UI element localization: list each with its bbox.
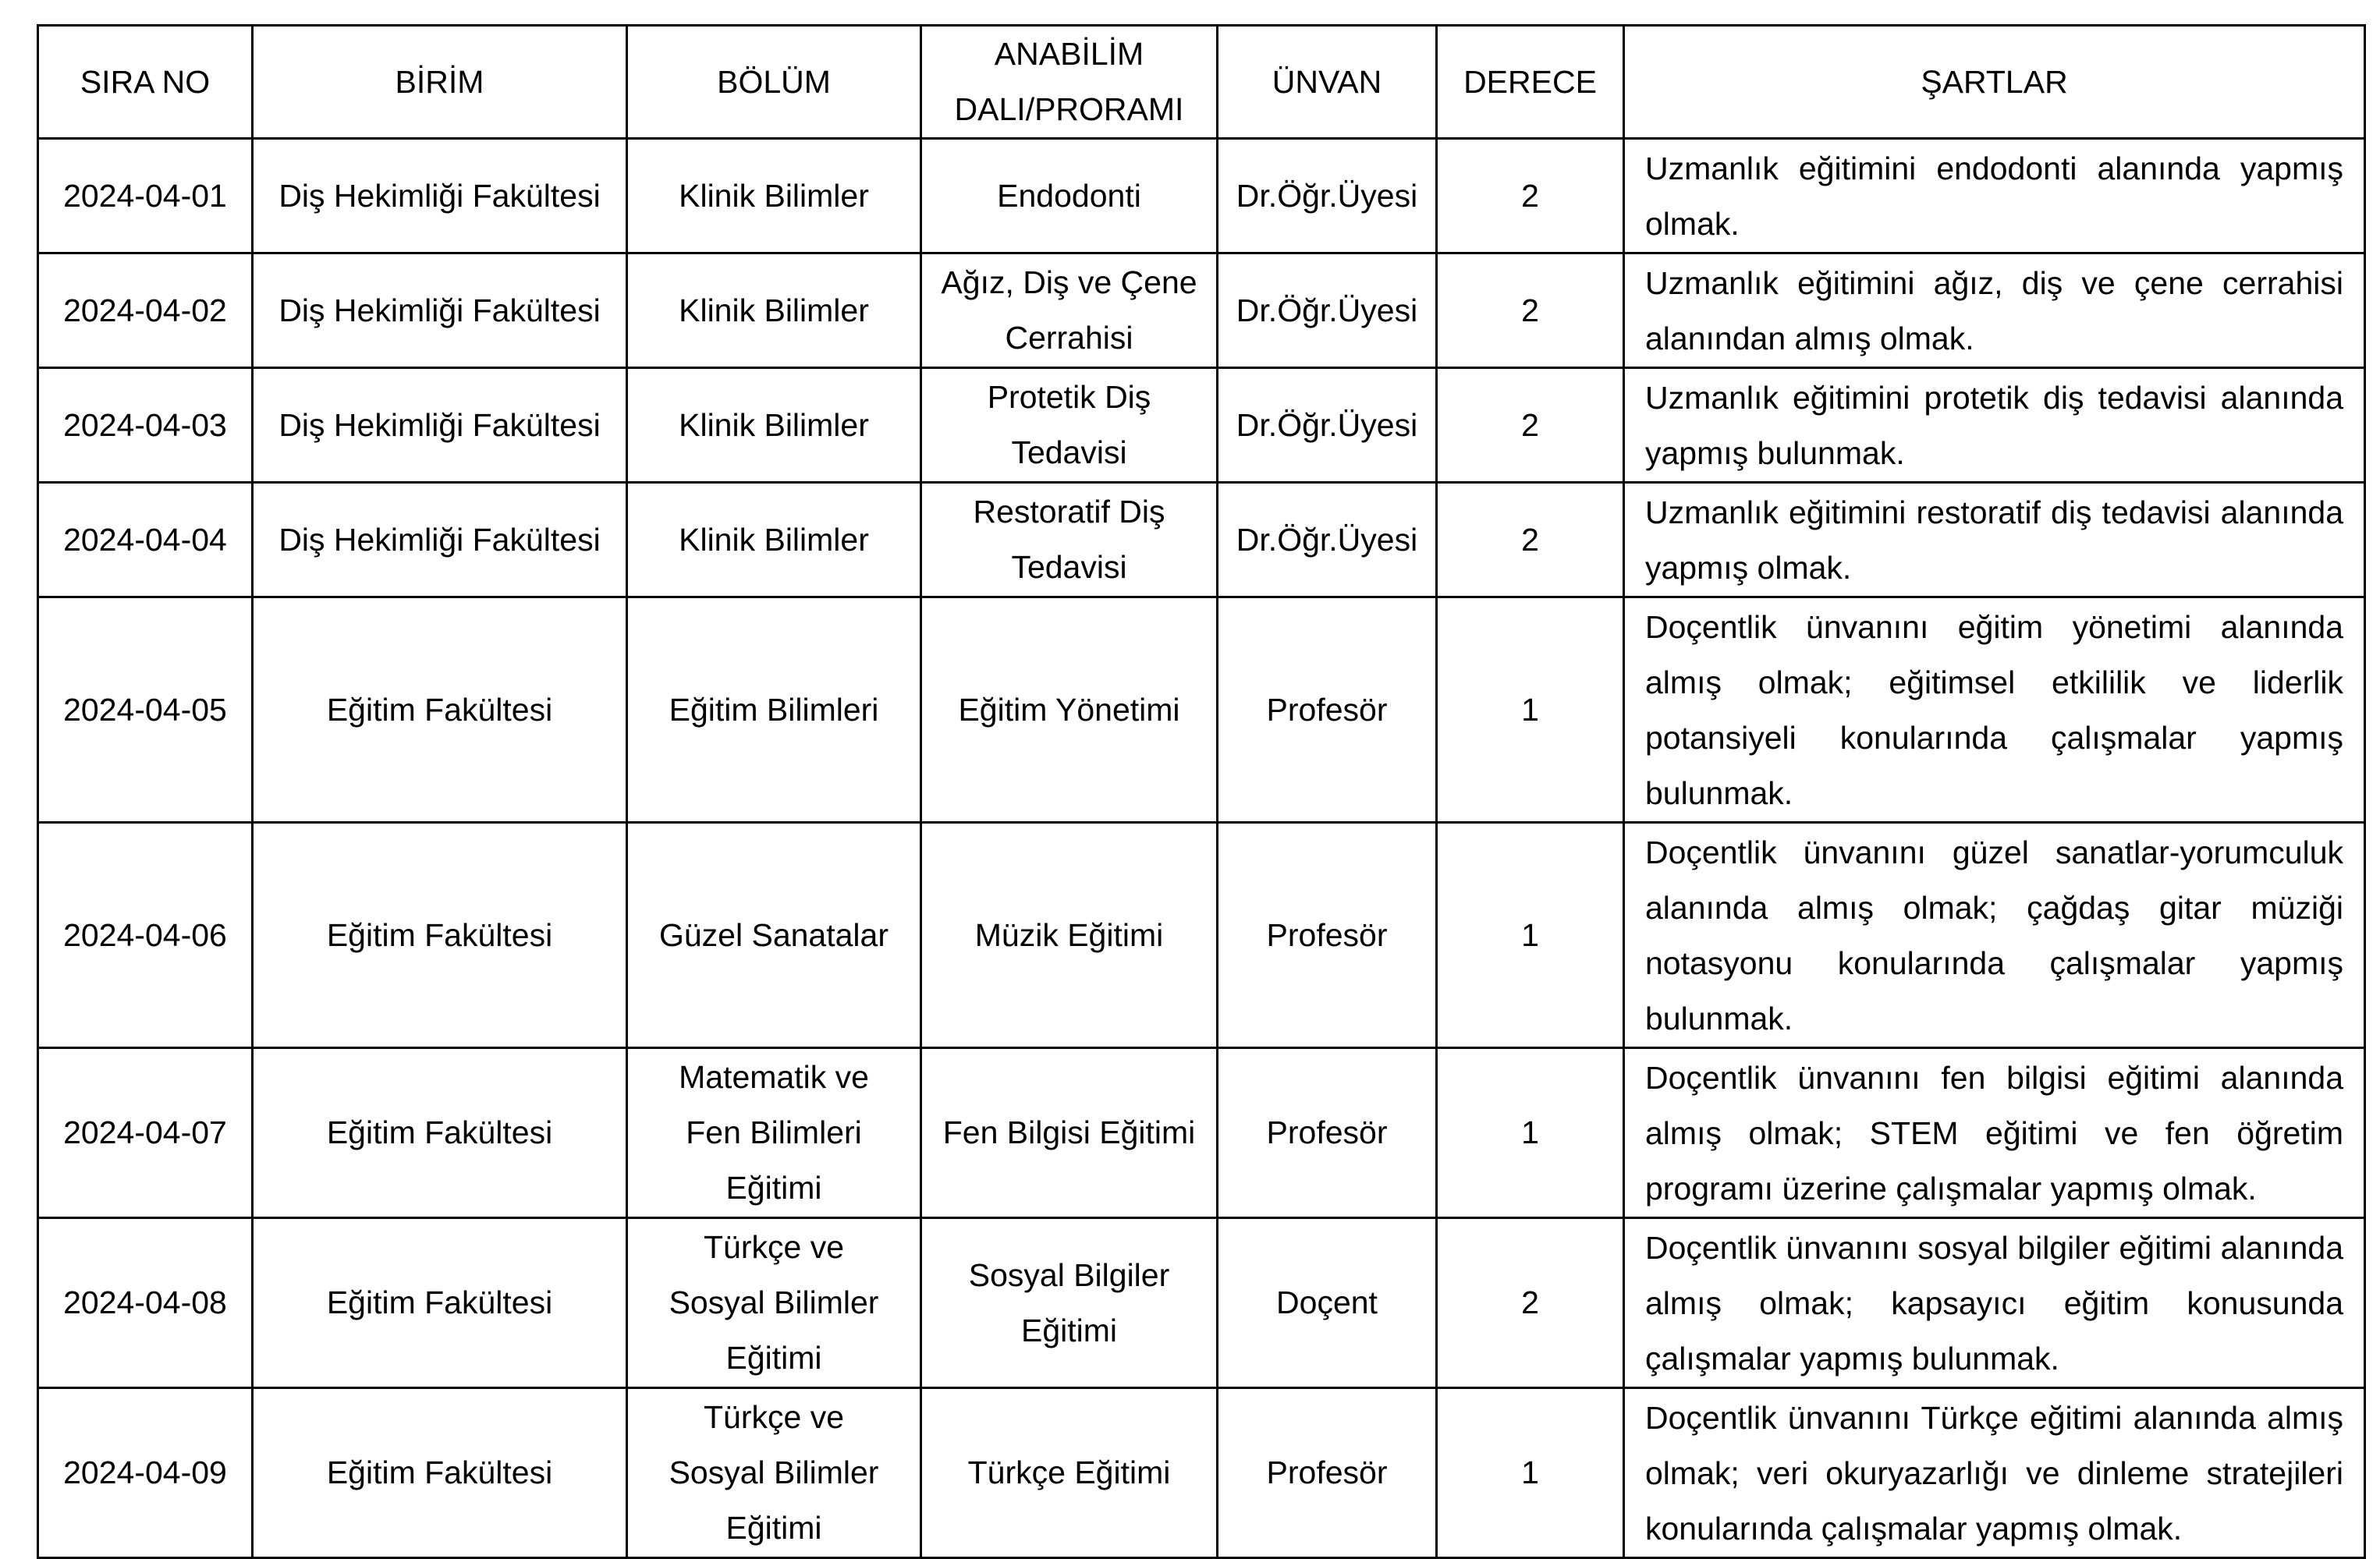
header-derece: DERECE	[1437, 26, 1624, 139]
cell-sira-no: 2024-04-04	[38, 483, 253, 597]
positions-table	[37, 24, 2366, 1559]
cell-anabilim: Endodonti	[921, 139, 1218, 253]
cell-anabilim: Müzik Eğitimi	[921, 823, 1218, 1048]
cell-anabilim: Restoratif Diş Tedavisi	[921, 483, 1218, 597]
cell-birim: Eğitim Fakültesi	[253, 1048, 627, 1218]
cell-anabilim: Sosyal Bilgiler Eğitimi	[921, 1218, 1218, 1388]
cell-derece: 2	[1437, 483, 1624, 597]
header-row	[38, 26, 2365, 139]
cell-derece: 2	[1437, 1218, 1624, 1388]
header-birim: BİRİM	[253, 26, 627, 139]
cell-sira-no: 2024-04-09	[38, 1388, 253, 1558]
cell-bolum: Klinik Bilimler	[627, 483, 921, 597]
header-anabilim: ANABİLİM DALI/PRORAMI	[921, 26, 1218, 139]
cell-birim: Diş Hekimliği Fakültesi	[253, 483, 627, 597]
cell-unvan: Dr.Öğr.Üyesi	[1218, 139, 1437, 253]
cell-birim: Eğitim Fakültesi	[253, 1388, 627, 1558]
cell-bolum: Eğitim Bilimleri	[627, 597, 921, 823]
cell-anabilim: Fen Bilgisi Eğitimi	[921, 1048, 1218, 1218]
cell-derece: 2	[1437, 139, 1624, 253]
cell-birim: Eğitim Fakültesi	[253, 597, 627, 823]
header-unvan: ÜNVAN	[1218, 26, 1437, 139]
cell-derece: 2	[1437, 368, 1624, 483]
cell-bolum: Klinik Bilimler	[627, 368, 921, 483]
cell-birim: Eğitim Fakültesi	[253, 823, 627, 1048]
cell-bolum: Güzel Sanatalar	[627, 823, 921, 1048]
header-sartlar: ŞARTLAR	[1624, 26, 2365, 139]
table-row	[38, 1388, 2365, 1558]
cell-unvan: Profesör	[1218, 1048, 1437, 1218]
cell-anabilim: Protetik Diş Tedavisi	[921, 368, 1218, 483]
cell-sira-no: 2024-04-01	[38, 139, 253, 253]
cell-bolum: Klinik Bilimler	[627, 139, 921, 253]
cell-unvan: Dr.Öğr.Üyesi	[1218, 368, 1437, 483]
cell-bolum: Matematik ve Fen Bilimleri Eğitimi	[627, 1048, 921, 1218]
cell-sartlar: Doçentlik ünvanını Türkçe eğitimi alanında almış olmak; veri okuryazarlığı ve dinleme stratejileri konularında çalışmalar yapmış olmak.	[1624, 1388, 2365, 1558]
cell-sira-no: 2024-04-05	[38, 597, 253, 823]
cell-derece: 1	[1437, 597, 1624, 823]
cell-sartlar: Uzmanlık eğitimini restoratif diş tedavisi alanında yapmış olmak.	[1624, 483, 2365, 597]
cell-sira-no: 2024-04-06	[38, 823, 253, 1048]
cell-sira-no: 2024-04-02	[38, 253, 253, 368]
cell-sartlar: Doçentlik ünvanını sosyal bilgiler eğitimi alanında almış olmak; kapsayıcı eğitim konusunda çalışmalar yapmış bulunmak.	[1624, 1218, 2365, 1388]
cell-derece: 1	[1437, 823, 1624, 1048]
cell-sira-no: 2024-04-03	[38, 368, 253, 483]
table-row	[38, 1218, 2365, 1388]
table-row	[38, 597, 2365, 823]
cell-sartlar: Uzmanlık eğitimini endodonti alanında yapmış olmak.	[1624, 139, 2365, 253]
cell-derece: 1	[1437, 1388, 1624, 1558]
cell-sartlar: Uzmanlık eğitimini protetik diş tedavisi alanında yapmış bulunmak.	[1624, 368, 2365, 483]
cell-anabilim: Türkçe Eğitimi	[921, 1388, 1218, 1558]
cell-birim: Eğitim Fakültesi	[253, 1218, 627, 1388]
cell-unvan: Doçent	[1218, 1218, 1437, 1388]
cell-bolum: Türkçe ve Sosyal Bilimler Eğitimi	[627, 1218, 921, 1388]
header-bolum: BÖLÜM	[627, 26, 921, 139]
cell-bolum: Klinik Bilimler	[627, 253, 921, 368]
table-row	[38, 139, 2365, 253]
cell-anabilim: Eğitim Yönetimi	[921, 597, 1218, 823]
cell-sartlar: Doçentlik ünvanını eğitim yönetimi alanında almış olmak; eğitimsel etkililik ve liderlik potansiyeli konularında çalışmalar yapmış bulunmak.	[1624, 597, 2365, 823]
table-row	[38, 483, 2365, 597]
table-row	[38, 823, 2365, 1048]
table-row	[38, 253, 2365, 368]
cell-sartlar: Uzmanlık eğitimini ağız, diş ve çene cerrahisi alanından almış olmak.	[1624, 253, 2365, 368]
cell-anabilim: Ağız, Diş ve Çene Cerrahisi	[921, 253, 1218, 368]
cell-sira-no: 2024-04-07	[38, 1048, 253, 1218]
cell-unvan: Dr.Öğr.Üyesi	[1218, 483, 1437, 597]
cell-sartlar: Doçentlik ünvanını fen bilgisi eğitimi alanında almış olmak; STEM eğitimi ve fen öğretim programı üzerine çalışmalar yapmış olmak.	[1624, 1048, 2365, 1218]
table-row	[38, 1048, 2365, 1218]
cell-birim: Diş Hekimliği Fakültesi	[253, 139, 627, 253]
cell-bolum: Türkçe ve Sosyal Bilimler Eğitimi	[627, 1388, 921, 1558]
cell-unvan: Profesör	[1218, 1388, 1437, 1558]
cell-sira-no: 2024-04-08	[38, 1218, 253, 1388]
cell-unvan: Dr.Öğr.Üyesi	[1218, 253, 1437, 368]
cell-derece: 2	[1437, 253, 1624, 368]
cell-unvan: Profesör	[1218, 823, 1437, 1048]
cell-unvan: Profesör	[1218, 597, 1437, 823]
header-sira-no: SIRA NO	[38, 26, 253, 139]
table-row	[38, 368, 2365, 483]
cell-sartlar: Doçentlik ünvanını güzel sanatlar-yorumculuk alanında almış olmak; çağdaş gitar müziği notasyonu konularında çalışmalar yapmış bulunmak.	[1624, 823, 2365, 1048]
cell-birim: Diş Hekimliği Fakültesi	[253, 368, 627, 483]
cell-derece: 1	[1437, 1048, 1624, 1218]
cell-birim: Diş Hekimliği Fakültesi	[253, 253, 627, 368]
